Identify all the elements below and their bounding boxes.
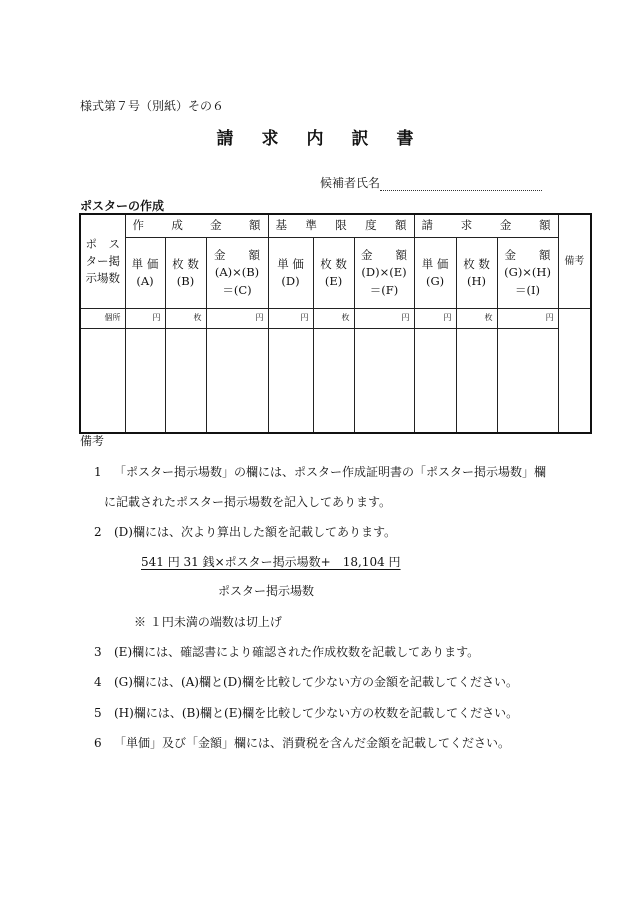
unit-price-d-cell[interactable]: [268, 309, 313, 329]
unit-price-a-header: [125, 238, 165, 309]
claim-breakdown-table: [79, 213, 592, 434]
quantity-b-header: [165, 238, 206, 309]
quantity-h-cell[interactable]: [456, 309, 497, 329]
limit-amount-header: [268, 214, 414, 238]
data-cell[interactable]: [456, 329, 497, 434]
header-char: 準: [305, 218, 317, 233]
amount-i-header: [497, 238, 558, 309]
amount-f-cell[interactable]: [354, 309, 414, 329]
header-line: 示場数: [85, 271, 120, 286]
quantity-e-header: [313, 238, 354, 309]
header-char: 度: [365, 218, 377, 233]
header-char: 成: [171, 218, 183, 233]
document-title: [0, 124, 630, 149]
unit-price-a-cell[interactable]: [125, 309, 165, 329]
note-text: 「単価」及び「金額」欄には、消費税を含んだ金額を記載してください。: [114, 736, 511, 750]
title-char: 書: [396, 129, 414, 149]
amount-i-cell[interactable]: [497, 309, 558, 329]
quantity-b-cell[interactable]: [165, 309, 206, 329]
candidate-name-blank[interactable]: [380, 177, 542, 191]
header-line: (G)×(H): [504, 265, 551, 280]
unit-label: 円: [443, 313, 452, 322]
header-line: (E): [324, 274, 343, 288]
note-number: 2: [94, 525, 102, 539]
title-char: 求: [261, 129, 279, 149]
data-cell[interactable]: [497, 329, 558, 434]
note-1: [94, 463, 546, 480]
note-2: [94, 523, 396, 540]
unit-label: 個所: [104, 313, 121, 322]
header-char: 基: [275, 218, 288, 233]
notes-heading: 備考: [80, 434, 105, 448]
header-line: (D)×(E): [361, 265, 407, 280]
title-char: 請: [216, 129, 234, 149]
header-line: ＝(F): [369, 282, 399, 297]
poster-places-cell[interactable]: [80, 309, 125, 329]
header-line: 枚 数: [463, 256, 490, 271]
poster-places-header: [80, 214, 125, 309]
unit-label: 枚: [193, 313, 202, 322]
note-4: [94, 673, 518, 690]
unit-label: 円: [255, 313, 264, 322]
header-line: 枚 数: [320, 256, 347, 271]
note-text: (D)欄には、次より算出した額を記載してあります。: [114, 525, 397, 539]
header-line: (G): [425, 274, 445, 288]
header-char: 金: [499, 218, 512, 233]
note-number: 5: [94, 706, 102, 720]
header-char: 限: [335, 218, 347, 233]
candidate-name-field: [320, 174, 542, 191]
production-amount-header: [125, 214, 268, 238]
note-text: (H)欄には、(B)欄と(E)欄を比較して少ない方の枚数を記載してください。: [114, 706, 519, 720]
note-3: [94, 643, 479, 660]
note-number: 1: [94, 465, 102, 479]
header-line: 金 額: [214, 248, 260, 263]
remarks-cell[interactable]: [558, 309, 591, 434]
quantity-h-header: [456, 238, 497, 309]
candidate-name-label: 候補者氏名: [320, 176, 381, 190]
note-text: 「ポスター掲示場数」の欄には、ポスター作成証明書の「ポスター掲示場数」欄: [114, 465, 547, 479]
header-line: (A)×(B): [214, 265, 260, 280]
data-cell[interactable]: [206, 329, 268, 434]
header-line: 金 額: [504, 248, 551, 263]
header-char: 金: [210, 218, 222, 233]
claim-amount-header: [414, 214, 558, 238]
data-cell[interactable]: [354, 329, 414, 434]
note-text: (G)欄には、(A)欄と(D)欄を比較して少ない方の金額を記載してください。: [114, 675, 518, 689]
header-line: 単 価: [421, 256, 449, 271]
amount-f-header: [354, 238, 414, 309]
amount-c-cell[interactable]: [206, 309, 268, 329]
unit-price-d-header: [268, 238, 313, 309]
unit-label: 枚: [484, 313, 493, 322]
remarks-header: 備考: [558, 214, 591, 309]
unit-label: 枚: [341, 313, 350, 322]
note-6: [94, 734, 510, 751]
form-id: 様式第７号（別紙）その６: [80, 99, 225, 113]
header-char: 額: [539, 218, 551, 233]
section-title: ポスターの作成: [80, 199, 165, 213]
header-line: (A): [136, 274, 154, 288]
unit-label: 円: [545, 313, 554, 322]
note-number: 3: [94, 645, 102, 659]
header-char: 請: [421, 218, 434, 233]
header-char: 求: [460, 218, 473, 233]
note-number: 6: [94, 736, 102, 750]
unit-label: 円: [152, 313, 161, 322]
header-char: 額: [248, 218, 261, 233]
quantity-e-cell[interactable]: [313, 309, 354, 329]
formula-numerator: 541 円 31 銭×ポスター掲示場数+ 18,104 円: [141, 555, 401, 569]
header-line: (B): [176, 274, 195, 288]
data-cell[interactable]: [125, 329, 165, 434]
header-line: ター掲: [85, 253, 120, 268]
data-cell[interactable]: [80, 329, 125, 434]
unit-price-g-header: [414, 238, 456, 309]
data-cell[interactable]: [313, 329, 354, 434]
header-line: ＝(C): [222, 282, 252, 297]
amount-c-header: [206, 238, 268, 309]
header-line: ＝(I): [515, 282, 541, 297]
rounding-note: ※ １円未満の端数は切上げ: [134, 615, 282, 629]
formula-denominator: ポスター掲示場数: [218, 584, 315, 598]
title-char: 内: [306, 129, 324, 149]
title-char: 訳: [351, 129, 369, 149]
unit-label: 円: [401, 313, 410, 322]
header-char: 作: [132, 218, 144, 233]
header-line: 金 額: [361, 248, 408, 263]
unit-price-g-cell[interactable]: [414, 309, 456, 329]
note-number: 4: [94, 675, 102, 689]
header-line: ポ ス: [85, 236, 120, 251]
header-line: 単 価: [131, 256, 159, 271]
data-cell[interactable]: [268, 329, 313, 434]
unit-label: 円: [300, 313, 309, 322]
note-1-continued: に記載されたポスター掲示場数を記入してあります。: [104, 495, 392, 509]
header-char: 額: [395, 218, 407, 233]
header-line: 単 価: [277, 256, 304, 271]
header-line: (H): [467, 274, 487, 288]
data-cell[interactable]: [414, 329, 456, 434]
header-line: 枚 数: [172, 256, 199, 271]
note-text: (E)欄には、確認書により確認された作成枚数を記載してあります。: [114, 645, 480, 659]
note-5: [94, 704, 518, 721]
data-cell[interactable]: [165, 329, 206, 434]
header-line: (D): [281, 274, 300, 288]
